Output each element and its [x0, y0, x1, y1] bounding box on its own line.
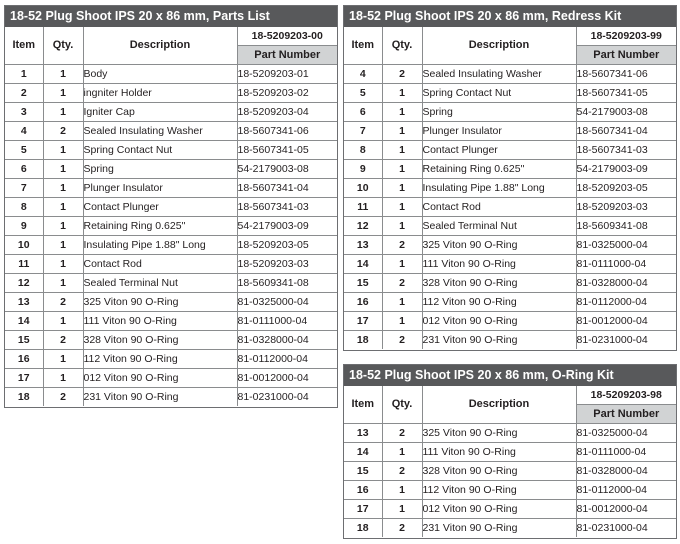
item-cell: 8	[344, 141, 382, 160]
qty-header: Qty.	[43, 27, 83, 65]
item-cell: 1	[5, 65, 43, 84]
item-cell: 18	[344, 519, 382, 538]
table-row	[5, 103, 337, 122]
qty-header: Qty.	[382, 27, 422, 65]
description-cell: 012 Viton 90 O-Ring	[422, 312, 576, 331]
part-number-cell: 81-0012000-04	[576, 312, 676, 331]
parts-list-table	[5, 27, 337, 406]
qty-cell: 1	[382, 84, 422, 103]
item-cell: 17	[344, 500, 382, 519]
table-row	[5, 179, 337, 198]
item-cell: 9	[5, 217, 43, 236]
item-header: Item	[5, 27, 43, 65]
part-number-cell: 18-5209203-05	[576, 179, 676, 198]
description-cell: Igniter Cap	[83, 103, 237, 122]
description-cell: Sealed Insulating Washer	[83, 122, 237, 141]
table-row	[5, 217, 337, 236]
part-number-cell: 18-5607341-06	[576, 65, 676, 84]
table-row	[5, 369, 337, 388]
qty-cell: 1	[43, 160, 83, 179]
part-number-cell: 18-5209203-03	[576, 198, 676, 217]
item-cell: 16	[344, 481, 382, 500]
part-number-cell: 18-5209203-04	[237, 103, 337, 122]
table-row	[5, 84, 337, 103]
item-cell: 16	[344, 293, 382, 312]
item-cell: 12	[5, 274, 43, 293]
table-header-row	[344, 386, 676, 405]
qty-cell: 2	[43, 388, 83, 407]
part-number-cell: 54-2179003-08	[237, 160, 337, 179]
table-row	[344, 103, 676, 122]
description-cell: Retaining Ring 0.625"	[422, 160, 576, 179]
qty-header: Qty.	[382, 386, 422, 424]
description-cell: Insulating Pipe 1.88" Long	[422, 179, 576, 198]
description-cell: 328 Viton 90 O-Ring	[422, 462, 576, 481]
qty-cell: 1	[382, 255, 422, 274]
table-row	[344, 481, 676, 500]
part-number-cell: 81-0231000-04	[576, 331, 676, 350]
item-cell: 18	[5, 388, 43, 407]
part-number-cell: 18-5607341-04	[576, 122, 676, 141]
description-cell: 111 Viton 90 O-Ring	[422, 255, 576, 274]
part-number-cell: 18-5209203-03	[237, 255, 337, 274]
part-number-cell: 81-0111000-04	[576, 255, 676, 274]
qty-cell: 1	[43, 141, 83, 160]
qty-cell: 1	[382, 500, 422, 519]
qty-cell: 2	[382, 424, 422, 443]
description-cell: Body	[83, 65, 237, 84]
qty-cell: 1	[43, 236, 83, 255]
part-number-cell: 18-5607341-04	[237, 179, 337, 198]
table-row	[5, 293, 337, 312]
part-number-cell: 81-0325000-04	[237, 293, 337, 312]
table-row	[344, 500, 676, 519]
assembly-number-header: 18-5209203-98	[576, 386, 676, 405]
part-number-cell: 81-0112000-04	[237, 350, 337, 369]
table-row	[5, 122, 337, 141]
table-row	[344, 122, 676, 141]
assembly-number-header: 18-5209203-99	[576, 27, 676, 46]
description-cell: Sealed Insulating Washer	[422, 65, 576, 84]
description-cell: 231 Viton 90 O-Ring	[83, 388, 237, 407]
description-cell: Spring	[83, 160, 237, 179]
description-header: Description	[422, 27, 576, 65]
part-number-cell: 18-5607341-03	[576, 141, 676, 160]
qty-cell: 1	[43, 255, 83, 274]
description-header: Description	[422, 386, 576, 424]
part-number-header: Part Number	[237, 46, 337, 65]
item-cell: 6	[344, 103, 382, 122]
part-number-header: Part Number	[576, 46, 676, 65]
item-cell: 17	[5, 369, 43, 388]
qty-cell: 1	[382, 122, 422, 141]
qty-cell: 1	[382, 179, 422, 198]
part-number-cell: 81-0325000-04	[576, 424, 676, 443]
part-number-cell: 81-0012000-04	[576, 500, 676, 519]
description-cell: 328 Viton 90 O-Ring	[422, 274, 576, 293]
qty-cell: 1	[43, 274, 83, 293]
table-row	[5, 255, 337, 274]
qty-cell: 1	[382, 481, 422, 500]
part-number-cell: 81-0328000-04	[576, 462, 676, 481]
item-cell: 3	[5, 103, 43, 122]
description-cell: 012 Viton 90 O-Ring	[422, 500, 576, 519]
table-row	[344, 198, 676, 217]
item-cell: 11	[344, 198, 382, 217]
item-cell: 14	[344, 255, 382, 274]
table-row	[344, 331, 676, 350]
qty-cell: 1	[382, 198, 422, 217]
qty-cell: 1	[382, 443, 422, 462]
qty-cell: 1	[382, 217, 422, 236]
table-row	[5, 350, 337, 369]
qty-cell: 1	[382, 103, 422, 122]
item-cell: 8	[5, 198, 43, 217]
item-cell: 17	[344, 312, 382, 331]
item-cell: 13	[344, 424, 382, 443]
part-number-cell: 18-5209203-01	[237, 65, 337, 84]
part-number-cell: 81-0231000-04	[237, 388, 337, 407]
table-header-row	[5, 27, 337, 46]
table-row	[344, 443, 676, 462]
description-cell: Sealed Terminal Nut	[83, 274, 237, 293]
item-cell: 16	[5, 350, 43, 369]
qty-cell: 2	[382, 65, 422, 84]
table-row	[5, 274, 337, 293]
description-cell: ingniter Holder	[83, 84, 237, 103]
item-cell: 9	[344, 160, 382, 179]
item-cell: 2	[5, 84, 43, 103]
part-number-cell: 81-0111000-04	[237, 312, 337, 331]
qty-cell: 2	[43, 331, 83, 350]
description-cell: 112 Viton 90 O-Ring	[83, 350, 237, 369]
description-cell: 325 Viton 90 O-Ring	[422, 424, 576, 443]
part-number-cell: 18-5209203-05	[237, 236, 337, 255]
table-row	[5, 198, 337, 217]
description-cell: 111 Viton 90 O-Ring	[422, 443, 576, 462]
description-cell: 112 Viton 90 O-Ring	[422, 481, 576, 500]
qty-cell: 1	[43, 198, 83, 217]
qty-cell: 2	[43, 293, 83, 312]
qty-cell: 1	[43, 65, 83, 84]
description-cell: Contact Rod	[83, 255, 237, 274]
table-row	[344, 65, 676, 84]
description-cell: Sealed Terminal Nut	[422, 217, 576, 236]
item-cell: 15	[344, 462, 382, 481]
part-number-cell: 18-5609341-08	[576, 217, 676, 236]
table-row	[344, 236, 676, 255]
part-number-cell: 18-5607341-05	[576, 84, 676, 103]
qty-cell: 2	[43, 122, 83, 141]
qty-cell: 1	[43, 84, 83, 103]
qty-cell: 2	[382, 331, 422, 350]
item-cell: 14	[344, 443, 382, 462]
table-row	[5, 331, 337, 350]
item-cell: 10	[5, 236, 43, 255]
description-cell: Contact Plunger	[422, 141, 576, 160]
table-row	[344, 274, 676, 293]
table-row	[5, 312, 337, 331]
description-cell: 325 Viton 90 O-Ring	[422, 236, 576, 255]
item-cell: 15	[344, 274, 382, 293]
qty-cell: 1	[43, 350, 83, 369]
table-row	[344, 141, 676, 160]
part-number-cell: 54-2179003-09	[576, 160, 676, 179]
qty-cell: 1	[382, 293, 422, 312]
qty-cell: 1	[43, 179, 83, 198]
description-cell: Spring Contact Nut	[83, 141, 237, 160]
item-cell: 4	[344, 65, 382, 84]
oring-kit-table	[344, 386, 676, 537]
qty-cell: 1	[43, 312, 83, 331]
part-number-header: Part Number	[576, 405, 676, 424]
item-cell: 14	[5, 312, 43, 331]
qty-cell: 1	[43, 103, 83, 122]
table-row	[344, 160, 676, 179]
item-cell: 5	[344, 84, 382, 103]
table-row	[344, 179, 676, 198]
item-cell: 5	[5, 141, 43, 160]
qty-cell: 1	[382, 141, 422, 160]
table-row	[344, 217, 676, 236]
part-number-cell: 81-0328000-04	[576, 274, 676, 293]
part-number-cell: 81-0111000-04	[576, 443, 676, 462]
qty-cell: 1	[43, 369, 83, 388]
part-number-cell: 81-0328000-04	[237, 331, 337, 350]
item-cell: 7	[344, 122, 382, 141]
table-row	[5, 160, 337, 179]
qty-cell: 2	[382, 462, 422, 481]
part-number-cell: 81-0112000-04	[576, 481, 676, 500]
description-cell: 325 Viton 90 O-Ring	[83, 293, 237, 312]
part-number-cell: 54-2179003-09	[237, 217, 337, 236]
description-cell: 112 Viton 90 O-Ring	[422, 293, 576, 312]
item-cell: 15	[5, 331, 43, 350]
qty-cell: 1	[382, 312, 422, 331]
item-cell: 7	[5, 179, 43, 198]
description-cell: 328 Viton 90 O-Ring	[83, 331, 237, 350]
item-cell: 6	[5, 160, 43, 179]
part-number-cell: 81-0325000-04	[576, 236, 676, 255]
item-header: Item	[344, 27, 382, 65]
table-row	[344, 255, 676, 274]
item-cell: 13	[344, 236, 382, 255]
table-row	[344, 293, 676, 312]
item-cell: 10	[344, 179, 382, 198]
table-row	[5, 141, 337, 160]
part-number-cell: 18-5607341-06	[237, 122, 337, 141]
qty-cell: 1	[43, 217, 83, 236]
description-cell: 111 Viton 90 O-Ring	[83, 312, 237, 331]
table-row	[344, 312, 676, 331]
description-cell: 231 Viton 90 O-Ring	[422, 519, 576, 538]
redress-kit-panel	[343, 5, 677, 351]
part-number-cell: 18-5209203-02	[237, 84, 337, 103]
table-row	[5, 65, 337, 84]
item-cell: 12	[344, 217, 382, 236]
item-cell: 18	[344, 331, 382, 350]
oring-kit-title: 18-52 Plug Shoot IPS 20 x 86 mm, O-Ring Kit	[344, 365, 676, 386]
table-row	[344, 462, 676, 481]
qty-cell: 2	[382, 519, 422, 538]
qty-cell: 2	[382, 236, 422, 255]
part-number-cell: 18-5607341-03	[237, 198, 337, 217]
table-row	[5, 236, 337, 255]
description-cell: 012 Viton 90 O-Ring	[83, 369, 237, 388]
item-header: Item	[344, 386, 382, 424]
table-header-row	[344, 27, 676, 46]
redress-kit-table	[344, 27, 676, 349]
description-cell: Contact Plunger	[83, 198, 237, 217]
part-number-cell: 18-5607341-05	[237, 141, 337, 160]
description-cell: Retaining Ring 0.625"	[83, 217, 237, 236]
description-cell: Insulating Pipe 1.88" Long	[83, 236, 237, 255]
table-row	[5, 388, 337, 407]
part-number-cell: 81-0231000-04	[576, 519, 676, 538]
description-cell: Plunger Insulator	[422, 122, 576, 141]
parts-list-panel	[4, 5, 338, 408]
item-cell: 13	[5, 293, 43, 312]
description-header: Description	[83, 27, 237, 65]
table-row	[344, 519, 676, 538]
description-cell: Spring	[422, 103, 576, 122]
part-number-cell: 81-0112000-04	[576, 293, 676, 312]
part-number-cell: 81-0012000-04	[237, 369, 337, 388]
table-row	[344, 424, 676, 443]
parts-list-title: 18-52 Plug Shoot IPS 20 x 86 mm, Parts List	[5, 6, 337, 27]
assembly-number-header: 18-5209203-00	[237, 27, 337, 46]
item-cell: 4	[5, 122, 43, 141]
part-number-cell: 18-5609341-08	[237, 274, 337, 293]
description-cell: Plunger Insulator	[83, 179, 237, 198]
description-cell: Spring Contact Nut	[422, 84, 576, 103]
description-cell: 231 Viton 90 O-Ring	[422, 331, 576, 350]
description-cell: Contact Rod	[422, 198, 576, 217]
table-row	[344, 84, 676, 103]
redress-kit-title: 18-52 Plug Shoot IPS 20 x 86 mm, Redress Kit	[344, 6, 676, 27]
qty-cell: 2	[382, 274, 422, 293]
item-cell: 11	[5, 255, 43, 274]
part-number-cell: 54-2179003-08	[576, 103, 676, 122]
qty-cell: 1	[382, 160, 422, 179]
oring-kit-panel	[343, 364, 677, 539]
